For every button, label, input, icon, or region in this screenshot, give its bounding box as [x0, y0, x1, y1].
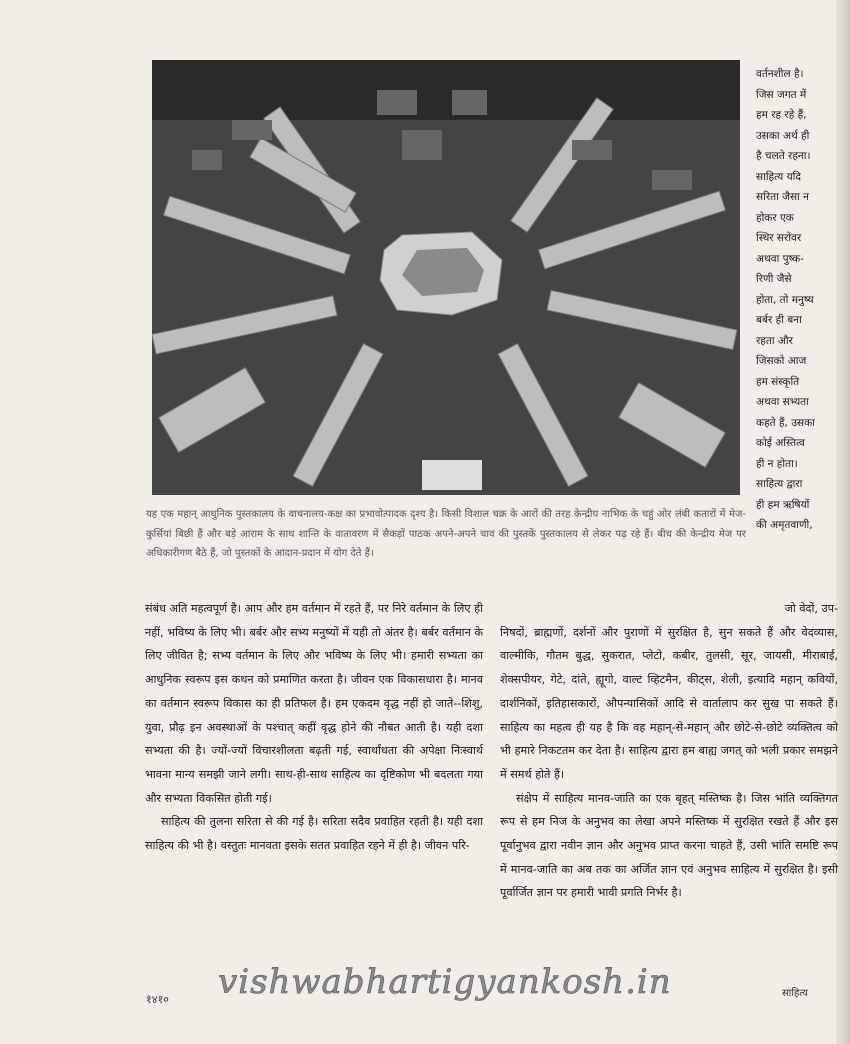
side-line: है चलते रहना।	[756, 150, 811, 162]
side-line: की अमृतवाणी,	[756, 519, 813, 531]
side-line: अथवा पुष्क-	[756, 252, 804, 265]
side-line: जिसको आज	[756, 355, 807, 367]
side-line: कोई अस्तित्व	[756, 437, 805, 449]
paragraph: संबंध अति महत्वपूर्ण है। आप और हम वर्तमान में रहते हैं, पर निरे वर्तमान के लिए ही नहीं, भविष्य के लिए भी। बर्बर और सभ्य मनुष्यों में यही तो अंतर है। बर्बर वर्तमान के लिए जीवित है; सभ्य वर्तमान के लिए और भविष्य के लिए भी। हमारी सभ्यता का आधुनिक स्वरूप इस कथन को प्रमाणित करता है। जीवन एक विकासधारा है। मानव का वर्तमान स्वरूप विकास का ही प्रतिफल है। हम एकदम वृद्ध नहीं हो जाते--शिशु, युवा, प्रौढ़ इन अवस्थाओं के पश्चात् कहीं वृद्ध होने की नौबत आती है। यही दशा सभ्यता की है। ज्यों-ज्यों विचारशीलता बढ़ती गई, स्वार्थांधता की अपेक्षा निःस्वार्थ भावना मान्य समझी जाने लगी। साथ-ही-साथ साहित्य का दृष्टिकोण भी बदलता गया और सभ्यता विकसित होती गई।	[145, 602, 483, 805]
paragraph: संक्षेप में साहित्य मानव-जाति का एक बृहत् मस्तिष्क है। जिस भांति व्यक्तिगत रूप से हम निज के अनुभव का लेखा अपने मस्तिष्क में सुरक्षित रखते हैं और इस पूर्वानुभव द्वारा नवीन ज्ञान और अनुभव प्राप्त करना चाहते हैं, उसी भांति समष्टि रूप में मानव-जाति का अब तक का अर्जित ज्ञान एवं अनुभव साहित्य में सुरक्षित है। इसी पूर्वार्जित ज्ञान पर हमारी भावी प्रगति निर्भर है।	[500, 791, 838, 900]
side-line: स्थिर सरोवर	[756, 232, 802, 244]
photo-illustration	[152, 60, 740, 495]
side-line: अथवा सभ्यता	[756, 396, 809, 408]
side-line: उसका अर्थ ही	[756, 129, 810, 142]
watermark: vishwabhartigyankosh.in	[218, 962, 672, 1002]
side-line: ही हम ऋषियों	[756, 498, 810, 511]
section-label: साहित्य	[782, 988, 808, 999]
side-line: कहते हैं, उसका	[756, 416, 815, 429]
right-column	[500, 597, 838, 905]
side-line: वर्तनशील है।	[756, 68, 804, 80]
side-line: हम संस्कृति	[756, 375, 800, 388]
side-line: होकर एक	[756, 211, 794, 224]
side-line: होता, तो मनुष्य	[756, 293, 814, 306]
side-line: रिणी जैसे	[756, 273, 792, 285]
side-line: साहित्य यदि	[756, 170, 801, 183]
photo-caption: यह एक महान् आधुनिक पुस्तकालय के वाचनालय-कक्ष का प्रभावोत्पादक दृश्य है। किसी विशाल चक्र के आरों की तरह केन्द्रीय नाभिक के चहुं ओर लंबी कतारों में मेज-कुर्सियां बिछी हैं और बड़े आराम के साथ शान्ति के वातावरण में सैकड़ों पाठक अपने-अपने चाव की पुस्तकें पुस्तकालय से लेकर पढ़ रहे हैं। बीच की केन्द्रीय मेज पर अधिकारीगण बैठे हैं, जो पुस्तकों के आदान-प्रदान में योग देते हैं।	[146, 509, 746, 559]
paragraph: निषदों, ब्राह्मणों, दर्शनों और पुराणों में सुरक्षित है, सुन सकते हैं और वेदव्यास, वाल्मीकि, गौतम बुद्ध, सुकरात, प्लेटो, कबीर, तुलसी, सूर, जायसी, मीराबाई, शेक्सपीयर, गेटे, दांते, ह्यूगो, वाल्ट व्हिटमैन, कीट्स, शेली, इत्यादि महान् कवियों, दार्शनिकों, इतिहासकारों, औपन्यासिकों आदि से वार्तालाप कर सुख पा सकते हैं। साहित्य का महत्व ही यह है कि वह महान्-से-महान् और छोटे-से-छोटे व्यक्तित्व को भी हमारे निकटतम कर देता है। साहित्य द्वारा हम बाह्य जगत् को भली प्रकार समझने में समर्थ होते हैं।	[500, 625, 838, 781]
side-column-text	[756, 64, 842, 536]
side-line: बर्बर ही बना	[756, 314, 802, 326]
page-number: १४१०	[146, 993, 169, 1006]
paragraph: साहित्य की तुलना सरिता से की गई है। सरिता सदैव प्रवाहित रहती है। यही दशा साहित्य की भी है। वस्तुतः मानवता इसके सतत प्रवाहित रहने में ही है। जीवन परि-	[145, 815, 483, 853]
side-line: रहता और	[756, 334, 793, 347]
library-reading-room-photo	[152, 60, 740, 495]
left-column	[145, 597, 483, 858]
side-continuation: जो वेदों, उप-	[784, 602, 838, 615]
side-line: हम रह रहे हैं,	[756, 109, 807, 121]
side-line: जिस जगत में	[756, 88, 807, 101]
side-line: ही न होता।	[756, 457, 798, 470]
side-line: साहित्य द्वारा	[756, 478, 803, 490]
side-line: सरिता जैसा न	[756, 191, 809, 203]
